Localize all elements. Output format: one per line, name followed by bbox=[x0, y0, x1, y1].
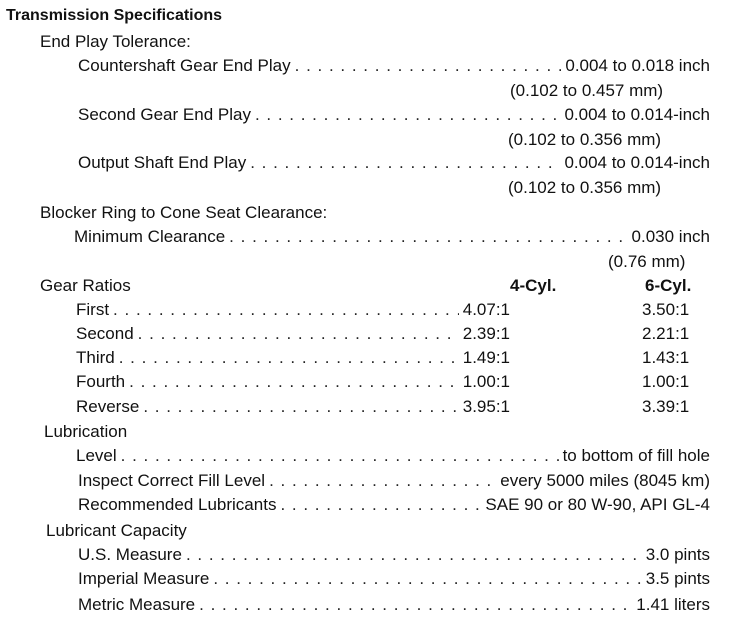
leader-dots bbox=[138, 322, 459, 346]
column-header-6cyl: 6-Cyl. bbox=[645, 276, 692, 295]
ratio-4cyl: 2.39:1 bbox=[462, 324, 510, 343]
ratio-6cyl: 2.21:1 bbox=[642, 324, 690, 343]
spec-row-level bbox=[76, 444, 710, 468]
spec-label: Minimum Clearance bbox=[74, 227, 226, 246]
blocker-ring-heading: Blocker Ring to Cone Seat Clearance: bbox=[40, 203, 328, 222]
leader-dots bbox=[121, 444, 559, 468]
spec-label: Level bbox=[76, 446, 117, 465]
gear-label: Fourth bbox=[76, 372, 126, 391]
spec-value: to bottom of fill hole bbox=[562, 446, 710, 465]
spec-row-metric-measure bbox=[78, 593, 710, 617]
leader-dots bbox=[119, 346, 459, 370]
leader-dots bbox=[229, 225, 627, 249]
spec-label: Inspect Correct Fill Level bbox=[78, 471, 266, 490]
spec-label: U.S. Measure bbox=[78, 545, 182, 564]
spec-metric: (0.102 to 0.356 mm) bbox=[508, 178, 662, 197]
leader-dots bbox=[186, 543, 642, 567]
leader-dots bbox=[143, 395, 458, 419]
gear-label: First bbox=[76, 300, 110, 319]
ratio-4cyl: 1.00:1 bbox=[462, 372, 510, 391]
spec-row-second-gear bbox=[78, 103, 710, 127]
ratio-6cyl: 1.43:1 bbox=[642, 348, 690, 367]
leader-dots bbox=[199, 593, 632, 617]
spec-row-countershaft bbox=[78, 54, 710, 78]
spec-value: 0.004 to 0.014-inch bbox=[564, 105, 710, 124]
spec-label: Output Shaft End Play bbox=[78, 153, 247, 172]
gear-label: Third bbox=[76, 348, 115, 367]
leader-dots bbox=[250, 151, 560, 175]
spec-value: every 5000 miles (8045 km) bbox=[500, 471, 710, 490]
spec-value: 0.030 inch bbox=[631, 227, 710, 246]
spec-value: 0.004 to 0.018 inch bbox=[565, 56, 710, 75]
end-play-heading: End Play Tolerance: bbox=[40, 32, 191, 51]
spec-row-minimum-clearance bbox=[74, 225, 710, 249]
ratio-6cyl: 3.39:1 bbox=[642, 397, 690, 416]
spec-label: Second Gear End Play bbox=[78, 105, 251, 124]
gear-row-first bbox=[76, 298, 510, 322]
gear-ratios-heading: Gear Ratios bbox=[40, 276, 131, 295]
column-header-4cyl: 4-Cyl. bbox=[510, 276, 557, 295]
spec-row-us-measure bbox=[78, 543, 710, 567]
spec-row-imperial-measure bbox=[78, 567, 710, 591]
spec-value: 0.004 to 0.014-inch bbox=[564, 153, 710, 172]
spec-metric: (0.102 to 0.457 mm) bbox=[510, 81, 664, 100]
leader-dots bbox=[280, 493, 481, 517]
spec-row-recommended-lubricants bbox=[78, 493, 710, 517]
gear-row-reverse bbox=[76, 395, 510, 419]
leader-dots bbox=[113, 298, 459, 322]
spec-label: Recommended Lubricants bbox=[78, 495, 277, 514]
spec-row-output-shaft bbox=[78, 151, 710, 175]
capacity-heading: Lubricant Capacity bbox=[46, 521, 187, 540]
leader-dots bbox=[255, 103, 560, 127]
leader-dots bbox=[213, 567, 641, 591]
gear-row-second bbox=[76, 322, 510, 346]
gear-row-third bbox=[76, 346, 510, 370]
leader-dots bbox=[269, 469, 496, 493]
spec-label: Imperial Measure bbox=[78, 569, 210, 588]
spec-value: SAE 90 or 80 W-90, API GL-4 bbox=[485, 495, 710, 514]
gear-label: Reverse bbox=[76, 397, 140, 416]
gear-label: Second bbox=[76, 324, 134, 343]
leader-dots bbox=[295, 54, 562, 78]
page-title: Transmission Specifications bbox=[6, 7, 223, 24]
ratio-4cyl: 4.07:1 bbox=[462, 300, 510, 319]
ratio-4cyl: 3.95:1 bbox=[462, 397, 510, 416]
gear-row-fourth bbox=[76, 370, 510, 394]
spec-value: 1.41 liters bbox=[636, 595, 710, 614]
spec-row-inspect-fill bbox=[78, 469, 710, 493]
leader-dots bbox=[129, 370, 459, 394]
spec-metric: (0.76 mm) bbox=[608, 252, 686, 271]
spec-label: Metric Measure bbox=[78, 595, 196, 614]
ratio-6cyl: 1.00:1 bbox=[642, 372, 690, 391]
spec-label: Countershaft Gear End Play bbox=[78, 56, 291, 75]
spec-value: 3.5 pints bbox=[645, 569, 710, 588]
ratio-4cyl: 1.49:1 bbox=[462, 348, 510, 367]
ratio-6cyl: 3.50:1 bbox=[642, 300, 690, 319]
spec-value: 3.0 pints bbox=[645, 545, 710, 564]
lubrication-heading: Lubrication bbox=[44, 422, 128, 441]
spec-metric: (0.102 to 0.356 mm) bbox=[508, 130, 662, 149]
